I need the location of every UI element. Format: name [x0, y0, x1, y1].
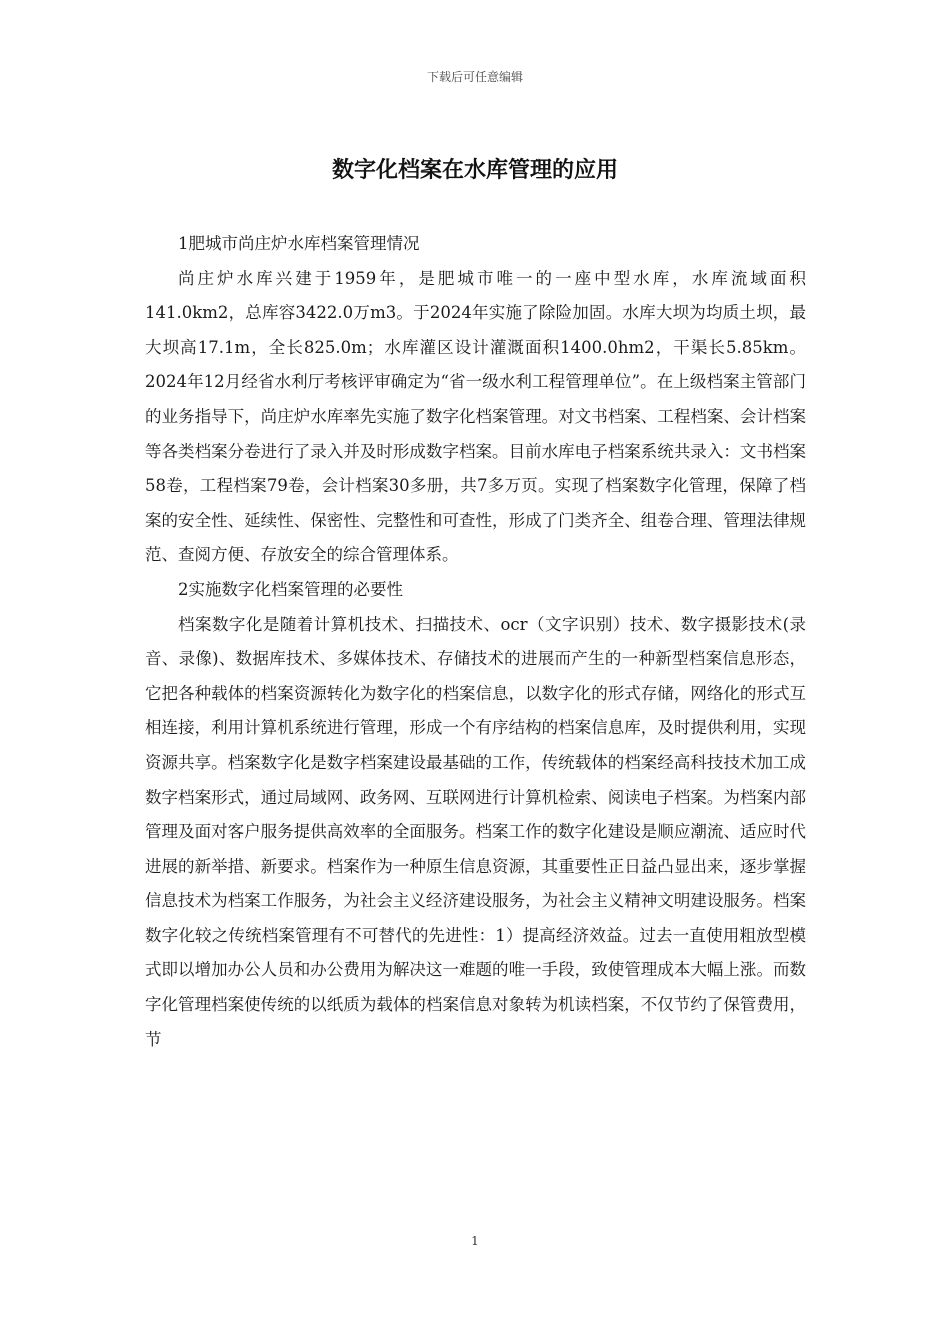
section-2-paragraph: 档案数字化是随着计算机技术、扫描技术、ocr（文字识别）技术、数字摄影技术(录音、录像)、数据库技术、多媒体技术、存储技术的进展而产生的一种新型档案信息形态，它把各种载体的档案资源转化为数字化的档案信息，以数字化的形式存储，网络化的形式互相连接，利用计算机系统进行管理，形成一个有序结构的档案信息库，及时提供利用，实现资源共享。档案数字化是数字档案建设最基础的工作，传统载体的档案经高科技技术加工成数字档案形式，通过局域网、政务网、互联网进行计算机检索、阅读电子档案。为档案内部管理及面对客户服务提供高效率的全面服务。档案工作的数字化建设是顺应潮流、适应时代进展的新举措、新要求。档案作为一种原生信息资源，其重要性正日益凸显出来，逐步掌握信息技术为档案工作服务，为社会主义经济建设服务，为社会主义精神文明建设服务。档案数字化较之传统档案管理有不可替代的先进性：1）提高经济效益。过去一直使用粗放型模式即以增加办公人员和办公费用为解决这一难题的唯一手段，致使管理成本大幅上涨。而数字化管理档案使传统的以纸质为载体的档案信息对象转为机读档案，不仅节约了保管费用，节	[145, 614, 806, 1049]
page-number: 1	[471, 1234, 479, 1248]
document-title: 数字化档案在水库管理的应用	[331, 158, 618, 183]
section-2-heading: 2实施数字化档案管理的必要性	[178, 579, 403, 599]
section-1-paragraph: 尚庄炉水库兴建于1959年，是肥城市唯一的一座中型水库，水库流域面积141.0km2，总库容3422.0万m3。于2024年实施了除险加固。水库大坝为均质土坝，最大坝高17.1m，全长825.0m；水库灌区设计灌溉面积1400.0hm2，干渠长5.85km。2024年12月经省水利厅考核评审确定为“省一级水利工程管理单位”。在上级档案主管部门的业务指导下，尚庄炉水库率先实施了数字化档案管理。对文书档案、工程档案、会计档案等各类档案分卷进行了录入并及时形成数字档案。目前水库电子档案系统共录入：文书档案58卷，工程档案79卷，会计档案30多册，共7多万页。实现了档案数字化管理，保障了档案的安全性、延续性、保密性、完整性和可查性，形成了门类齐全、组卷合理、管理法律规范、查阅方便、存放安全的综合管理体系。	[145, 268, 806, 565]
header-note: 下载后可任意编辑	[426, 70, 523, 84]
document-body	[145, 227, 806, 1057]
section-1-heading: 1肥城市尚庄炉水库档案管理情况	[178, 234, 420, 253]
